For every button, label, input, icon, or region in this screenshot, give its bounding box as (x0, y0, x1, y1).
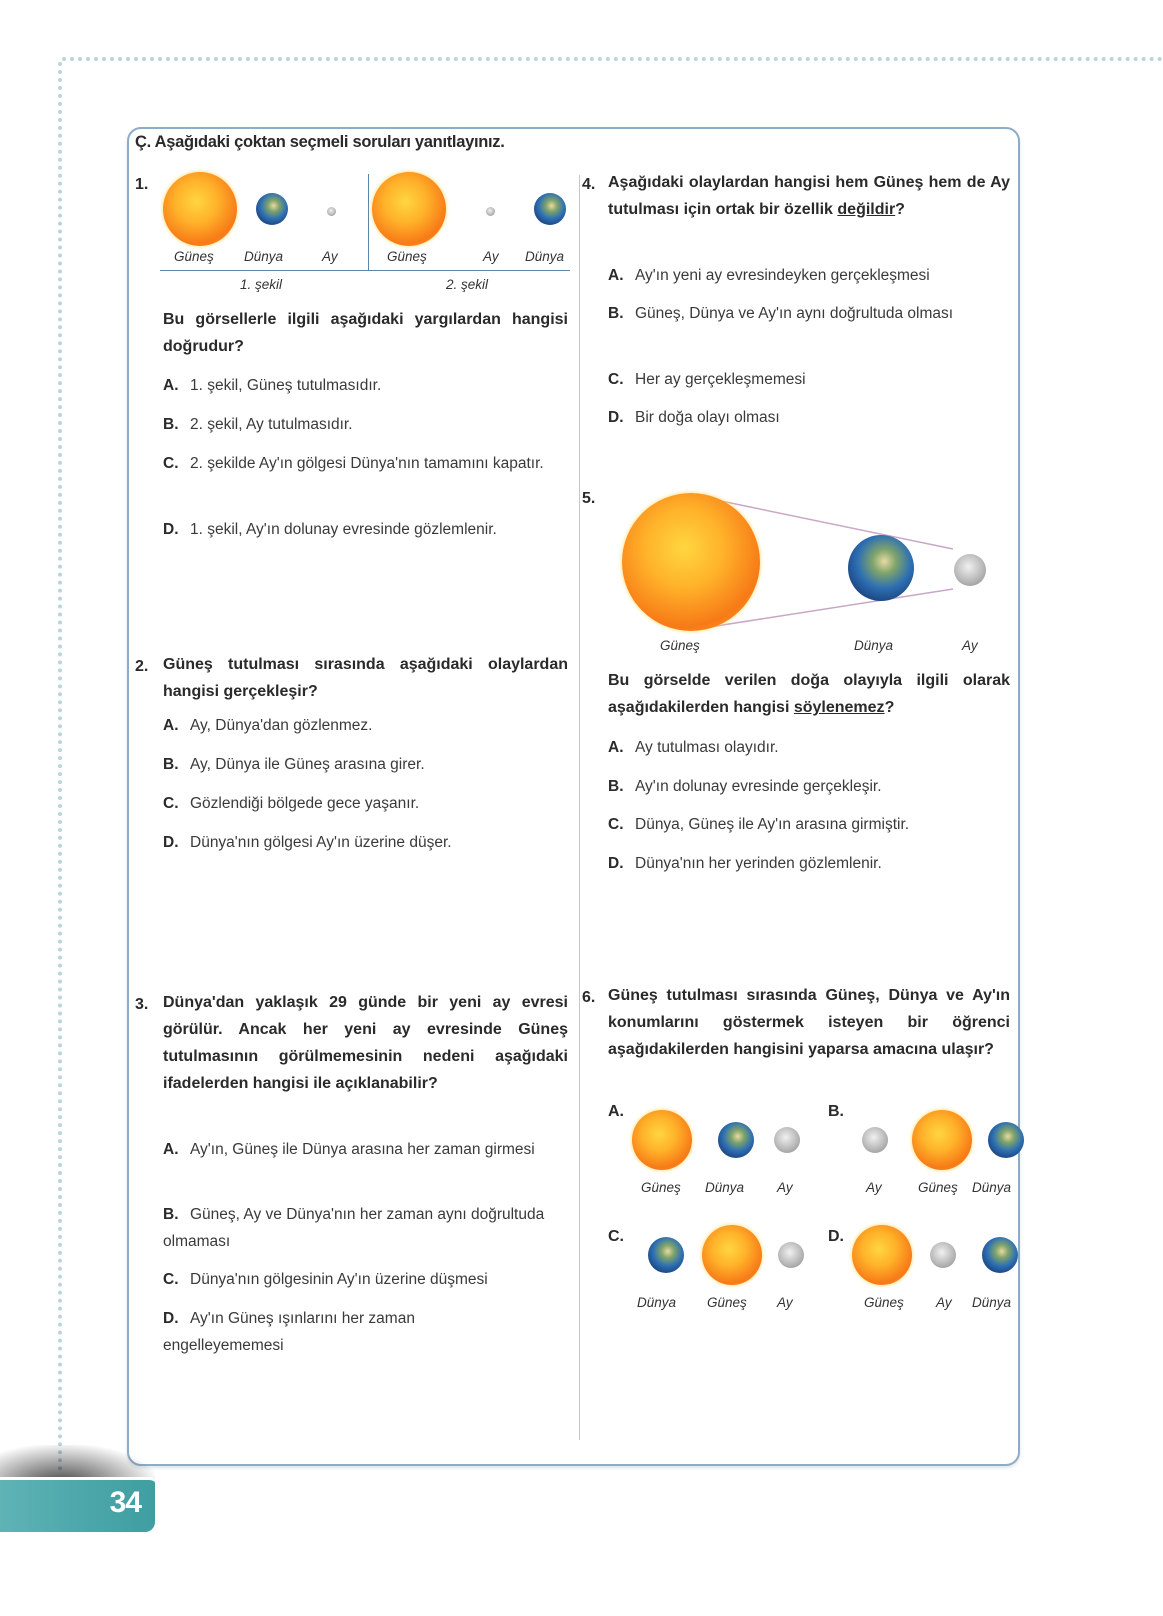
sun-icon (852, 1225, 912, 1285)
moon-icon (862, 1127, 888, 1153)
q1-fig2-label-earth: Dünya (525, 249, 565, 264)
q1-number: 1. (135, 176, 149, 193)
q5-option-a[interactable]: A. Ay tutulması olayıdır. (608, 739, 779, 756)
q4-emphasis: değildir (837, 201, 896, 218)
sun-icon (702, 1225, 762, 1285)
q1-fig1-label-moon: Ay (322, 249, 338, 264)
q4-option-a[interactable]: A. Ay'ın yeni ay evresindeyken gerçekleşmesi (608, 267, 930, 284)
q4-option-b[interactable]: B. Güneş, Dünya ve Ay'ın aynı doğrultuda olması (608, 305, 954, 322)
q1-option-d[interactable]: D. 1. şekil, Ay'ın dolunay evresinde gözlemlenir. (163, 521, 497, 538)
q2-number: 2. (135, 658, 149, 675)
moon-icon (954, 554, 986, 586)
q5-label-sun: Güneş (660, 638, 700, 653)
q6-number: 6. (582, 989, 596, 1006)
q2-stem: Güneş tutulması sırasında aşağıdaki olaylardan hangisi gerçekleşir? (163, 656, 568, 700)
sun-icon (622, 493, 760, 631)
q1-fig2-label-moon: Ay (483, 249, 499, 264)
q1-fig1-caption: 1. şekil (240, 277, 283, 292)
q4-stem: Aşağıdaki olaylardan hangisi hem Güneş hem de Ay tutulması için ortak bir özellik değildir? (608, 174, 1010, 218)
q3-option-b[interactable]: B. Güneş, Ay ve Dünya'nın her zaman aynı doğrultuda olmaması (163, 1206, 545, 1250)
q4-number: 4. (582, 176, 596, 193)
earth-icon (648, 1237, 684, 1273)
moon-icon (774, 1127, 800, 1153)
q4-option-c[interactable]: C. Her ay gerçekleşmemesi (608, 371, 806, 388)
q3-option-d[interactable]: D. Ay'ın Güneş ışınlarını her zaman engelleyememesi (163, 1310, 415, 1354)
q5-stem: Bu görselde verilen doğa olayıyla ilgili olarak aşağıdakilerden hangisi söylenemez? (608, 672, 1010, 716)
q2-option-c[interactable]: C. Gözlendiği bölgede gece yaşanır. (163, 795, 420, 812)
moon-icon (930, 1242, 956, 1268)
earth-icon (718, 1122, 754, 1158)
section-heading: Ç. Aşağıdaki çoktan seçmeli soruları yanıtlayınız. (135, 133, 505, 151)
q1-option-a[interactable]: A. 1. şekil, Güneş tutulmasıdır. (163, 377, 382, 394)
shadow-cone-lines (0, 0, 1163, 700)
q2-option-d[interactable]: D. Dünya'nın gölgesi Ay'ın üzerine düşer. (163, 834, 452, 851)
q4-option-d[interactable]: D. Bir doğa olayı olması (608, 409, 780, 426)
q1-stem: Bu görsellerle ilgili aşağıdaki yargılardan hangisi doğrudur? (163, 311, 568, 355)
page-number-tab (0, 1477, 155, 1532)
q3-option-a[interactable]: A. Ay'ın, Güneş ile Dünya arasına her zaman girmesi (163, 1141, 535, 1158)
q5-label-moon: Ay (962, 638, 978, 653)
q1-fig1-label-sun: Güneş (174, 249, 214, 264)
q1-option-c[interactable]: C. 2. şekilde Ay'ın gölgesi Dünya'nın tamamını kapatır. (163, 455, 544, 472)
q2-option-a[interactable]: A. Ay, Dünya'dan gözlenmez. (163, 717, 373, 734)
q3-option-c[interactable]: C. Dünya'nın gölgesinin Ay'ın üzerine düşmesi (163, 1271, 488, 1288)
q6-stem: Güneş tutulması sırasında Güneş, Dünya ve Ay'ın konumlarını göstermek isteyen bir öğrenci aşağıdakilerden hangisini yaparsa amacına ulaşır? (608, 987, 1010, 1058)
q5-option-b[interactable]: B. Ay'ın dolunay evresinde gerçekleşir. (608, 778, 882, 795)
q1-option-b[interactable]: B. 2. şekil, Ay tutulmasıdır. (163, 416, 353, 433)
q2-option-b[interactable]: B. Ay, Dünya ile Güneş arasına girer. (163, 756, 425, 773)
q1-fig1-label-earth: Dünya (244, 249, 284, 264)
q5-option-d[interactable]: D. Dünya'nın her yerinden gözlemlenir. (608, 855, 882, 872)
q3-stem: Dünya'dan yaklaşık 29 günde bir yeni ay evresi görülür. Ancak her yeni ay evresinde Güneş tutulmasının görülmemesinin nedeni aşağıdaki ifadelerden hangisi ile açıklanabilir? (163, 994, 568, 1092)
sun-icon (632, 1110, 692, 1170)
moon-icon (778, 1242, 804, 1268)
q5-option-c[interactable]: C. Dünya, Güneş ile Ay'ın arasına girmiştir. (608, 816, 910, 833)
q1-fig2-caption: 2. şekil (446, 277, 489, 292)
page-number: 34 (109, 1486, 141, 1519)
q5-number: 5. (582, 490, 596, 507)
earth-icon (988, 1122, 1024, 1158)
q1-fig2-label-sun: Güneş (387, 249, 427, 264)
q3-number: 3. (135, 996, 149, 1013)
sun-icon (912, 1110, 972, 1170)
earth-icon (848, 535, 914, 601)
q5-emphasis: söylenemez (793, 699, 885, 716)
q5-label-earth: Dünya (854, 638, 894, 653)
earth-icon (982, 1237, 1018, 1273)
